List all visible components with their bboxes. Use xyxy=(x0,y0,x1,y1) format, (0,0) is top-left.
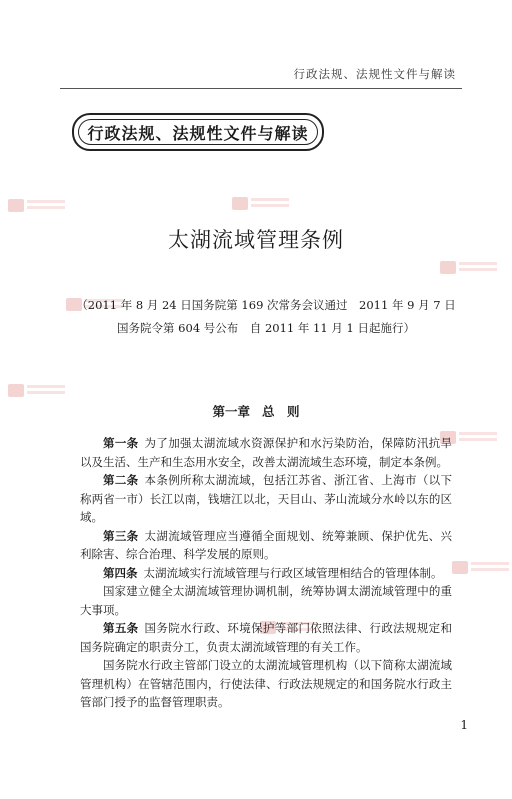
article-label: 第四条 xyxy=(103,565,138,580)
article-paragraph xyxy=(80,619,452,656)
article-label: 第三条 xyxy=(103,528,139,543)
document-note-line: （2011 年 8 月 24 日国务院第 169 次常务会议通过 2011 年 9 月 7 日 xyxy=(76,298,456,312)
article-paragraph xyxy=(80,527,452,564)
document-note-line: 国务院令第 604 号公布 自 2011 年 11 月 1 日起施行） xyxy=(117,321,415,335)
article-label: 第二条 xyxy=(103,473,139,487)
article-text: 为了加强太湖流域水资源保护和水污染防治，保障防汛抗旱以及生活、生产和生态用水安全，改善太湖流域生态环境，制定本条例。 xyxy=(80,436,453,469)
article-text: 太湖流域实行流域管理与行政区域管理相结合的管理体制。 xyxy=(143,565,443,580)
page-number: 1 xyxy=(460,718,468,732)
watermark-stamp xyxy=(440,260,498,276)
article-label: 第一条 xyxy=(103,436,139,450)
article-paragraph xyxy=(80,656,452,712)
article-text: 本条例所称太湖流域，包括江苏省、浙江省、上海市（以下称两省一市）长江以南，钱塘江以北，天目山、茅山流域分水岭以东的区域。 xyxy=(80,473,453,524)
article-label: 第五条 xyxy=(103,621,139,635)
watermark-stamp xyxy=(452,560,510,576)
chapter-title xyxy=(0,402,512,420)
article-paragraph xyxy=(80,582,452,619)
document-note xyxy=(40,294,492,340)
watermark-stamp xyxy=(8,383,66,399)
article-text: 国务院水行政主管部门设立的太湖流域管理机构（以下简称太湖流域管理机构）在管辖范围内，行使法律、行政法规规定的和国务院水行政主管部门授予的监督管理职责。 xyxy=(80,658,452,709)
section-title-box xyxy=(72,113,324,151)
running-header: 行政法规、法规性文件与解读 xyxy=(293,67,456,81)
chapter-number: 第一章 xyxy=(212,404,250,419)
body-text xyxy=(80,434,452,712)
header-rule xyxy=(60,88,462,89)
article-paragraph xyxy=(80,471,452,527)
article-text: 国务院水行政、环境保护等部门依照法律、行政法规规定和国务院确定的职责分工，负责太湖流域管理的有关工作。 xyxy=(80,621,453,654)
chapter-name: 总 则 xyxy=(262,404,300,419)
article-paragraph xyxy=(80,564,452,583)
watermark-stamp xyxy=(232,196,290,212)
article-text: 国家建立健全太湖流域管理协调机制，统筹协调太湖流域管理中的重大事项。 xyxy=(80,584,452,617)
section-title: 行政法规、法规性文件与解读 xyxy=(87,123,309,143)
article-paragraph xyxy=(80,434,452,471)
article-text: 太湖流域管理应当遵循全面规划、统筹兼顾、保护优先、兴利除害、综合治理、科学发展的原则。 xyxy=(80,528,453,561)
document-title: 太湖流域管理条例 xyxy=(168,228,344,252)
watermark-stamp xyxy=(8,198,66,214)
